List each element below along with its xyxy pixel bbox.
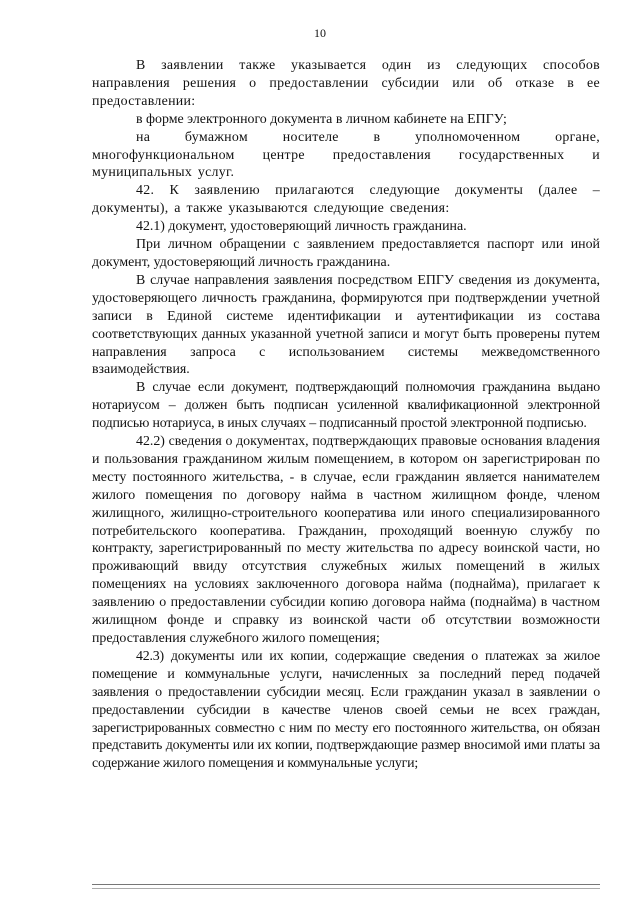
paragraph-method-paper: на бумажном носителе в уполномоченном органе, многофункциональном центре предоставления государственных и муниципальных услуг.: [92, 129, 600, 181]
paragraph-42-2: 42.2) сведения о документах, подтверждающих правовые основания владения и пользования гражданином жилым помещением, в котором он зарегистрирован по месту постоянного жительства, - в случае, если гражданин является нанимателем жилого помещения по договору найма в частном жилищном фонде, членом жилищного, жилищно-строительного кооператива или иного специализированного потребительского кооператива. Гражданин, проходящий военную службу по контракту, зарегистрированный по месту жительства по адресу воинской части, но проживающий ввиду отсутствия служебных жилых помещений в жилых помещениях на условиях заключенного договора найма (поднайма), прилагает к заявлению о предоставлении субсидии копию договора найма (поднайма) в частном жилищном фонде и справку из воинской части об отсутствии возможности предоставления служебного жилого помещения;: [92, 434, 600, 646]
paragraph-decision-methods: В заявлении также указывается один из следующих способов направления решения о предоставлении субсидии или об отказе в ее предоставлении:: [92, 58, 600, 109]
footer-divider: [92, 884, 600, 885]
paragraph-42-1: 42.1) документ, удостоверяющий личность гражданина.: [136, 219, 467, 235]
paragraph-passport: При личном обращении с заявлением предоставляется паспорт или иной документ, удостоверяющий личность гражданина.: [92, 237, 600, 270]
paragraph-42: 42. К заявлению прилагаются следующие документы (далее – документы), а также указываются следующие сведения:: [92, 183, 600, 217]
paragraph-epgu: В случае направления заявления посредством ЕПГУ сведения из документа, удостоверяющего личность гражданина, формируются при подтверждении учетной записи в Единой системе идентификации и аутентификации из состава соответствующих данных указанной учетной записи и могут быть проверены путем направления запроса с использованием системы межведомственного взаимодействия.: [92, 272, 600, 378]
footer-divider-secondary: [92, 888, 600, 889]
page-number: 10: [314, 26, 326, 40]
paragraph-notary: В случае если документ, подтверждающий полномочия гражданина выдано нотариусом – должен быть подписан усиленной квалификационной электронной подписью нотариуса, в иных случаях – подписанный простой электронной подписью.: [92, 380, 600, 432]
paragraph-method-electronic: в форме электронного документа в личном кабинете на ЕПГУ;: [136, 111, 507, 127]
paragraph-42-3: 42.3) документы или их копии, содержащие сведения о платежах за жилое помещение и коммунальные услуги, начисленных за последний перед подачей заявления о предоставлении субсидии месяц. Если гражданин указал в заявлении о предоставлении субсидии в качестве членов своей семьи не всех граждан, зарегистрированных совместно с ним по месту его постоянного жительства, он обязан представить документы или их копии, подтверждающие размер вносимой ими платы за содержание жилого помещения и коммунальные услуги;: [92, 648, 600, 772]
document-body: [92, 57, 600, 773]
